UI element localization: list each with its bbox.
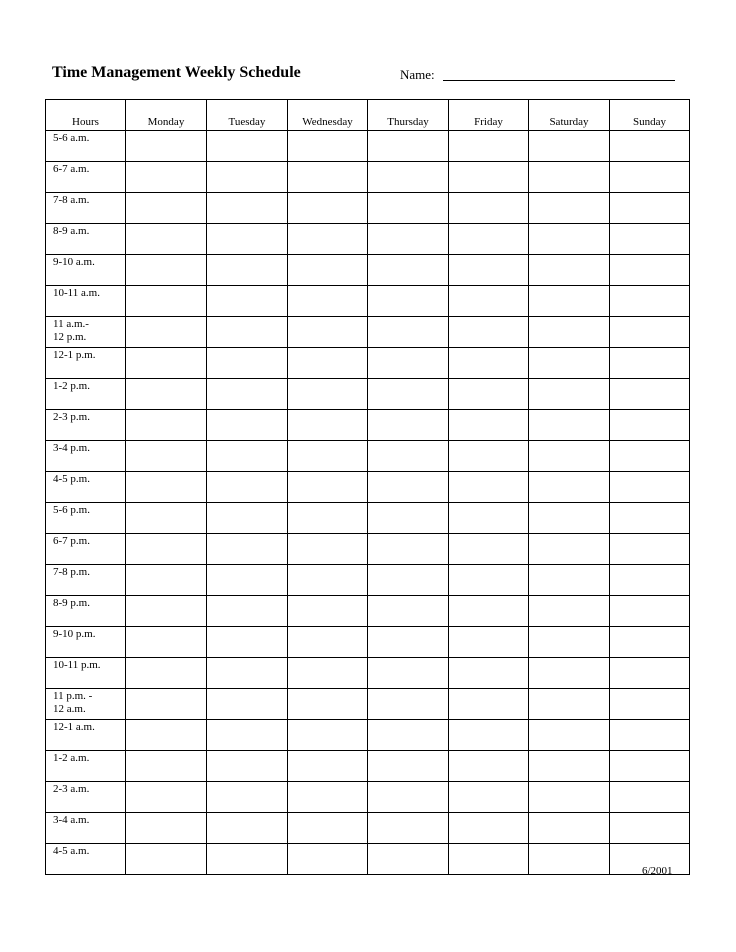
- schedule-cell[interactable]: [207, 534, 288, 565]
- schedule-cell[interactable]: [207, 348, 288, 379]
- schedule-cell[interactable]: [288, 472, 368, 503]
- schedule-cell[interactable]: [207, 162, 288, 193]
- name-label: Name:: [400, 67, 435, 82]
- schedule-cell[interactable]: [368, 441, 449, 472]
- table-row: [46, 596, 690, 627]
- schedule-cell[interactable]: [207, 472, 288, 503]
- schedule-cell[interactable]: [529, 317, 610, 348]
- schedule-cell[interactable]: [368, 751, 449, 782]
- schedule-cell[interactable]: [368, 472, 449, 503]
- schedule-cell[interactable]: [288, 441, 368, 472]
- schedule-cell[interactable]: [610, 286, 690, 317]
- schedule-cell[interactable]: [449, 131, 529, 162]
- table-row: [46, 131, 690, 162]
- schedule-cell[interactable]: [126, 720, 207, 751]
- schedule-cell[interactable]: [449, 720, 529, 751]
- schedule-cell[interactable]: [126, 162, 207, 193]
- schedule-cell[interactable]: [207, 503, 288, 534]
- schedule-cell[interactable]: [529, 348, 610, 379]
- schedule-cell[interactable]: [529, 689, 610, 720]
- schedule-cell[interactable]: [368, 813, 449, 844]
- schedule-cell[interactable]: [529, 782, 610, 813]
- hour-label: 8-9 p.m.: [46, 596, 126, 627]
- schedule-cell[interactable]: [610, 348, 690, 379]
- name-field-line[interactable]: [443, 80, 675, 81]
- hour-label: 9-10 a.m.: [46, 255, 126, 286]
- table-row: [46, 379, 690, 410]
- table-row: [46, 782, 690, 813]
- schedule-cell[interactable]: [449, 565, 529, 596]
- hour-label: 10-11 a.m.: [46, 286, 126, 317]
- schedule-cell[interactable]: [368, 658, 449, 689]
- schedule-cell[interactable]: [610, 534, 690, 565]
- schedule-cell[interactable]: [529, 193, 610, 224]
- schedule-cell[interactable]: [368, 410, 449, 441]
- schedule-cell[interactable]: [288, 162, 368, 193]
- schedule-cell[interactable]: [207, 379, 288, 410]
- schedule-cell[interactable]: [207, 627, 288, 658]
- schedule-cell[interactable]: [610, 565, 690, 596]
- schedule-cell[interactable]: [368, 286, 449, 317]
- hour-label: 6-7 a.m.: [46, 162, 126, 193]
- schedule-cell[interactable]: [126, 410, 207, 441]
- schedule-cell[interactable]: [610, 131, 690, 162]
- schedule-cell[interactable]: [288, 410, 368, 441]
- table-row: [46, 317, 690, 348]
- schedule-cell[interactable]: [610, 627, 690, 658]
- schedule-cell[interactable]: [126, 689, 207, 720]
- schedule-cell[interactable]: [288, 596, 368, 627]
- schedule-cell[interactable]: [449, 441, 529, 472]
- table-row: [46, 255, 690, 286]
- schedule-cell[interactable]: [368, 844, 449, 875]
- hour-label: 12-1 a.m.: [46, 720, 126, 751]
- hour-label: 1-2 a.m.: [46, 751, 126, 782]
- schedule-cell[interactable]: [529, 627, 610, 658]
- schedule-cell[interactable]: [449, 844, 529, 875]
- schedule-cell[interactable]: [529, 658, 610, 689]
- page-title: Time Management Weekly Schedule: [52, 64, 301, 81]
- schedule-cell[interactable]: [449, 379, 529, 410]
- schedule-cell[interactable]: [610, 379, 690, 410]
- schedule-cell[interactable]: [529, 131, 610, 162]
- schedule-cell[interactable]: [288, 627, 368, 658]
- schedule-cell[interactable]: [449, 317, 529, 348]
- schedule-cell[interactable]: [610, 317, 690, 348]
- schedule-cell[interactable]: [207, 813, 288, 844]
- schedule-cell[interactable]: [529, 813, 610, 844]
- schedule-cell[interactable]: [449, 348, 529, 379]
- hour-label: 3-4 p.m.: [46, 441, 126, 472]
- schedule-cell[interactable]: [288, 658, 368, 689]
- schedule-cell[interactable]: [610, 813, 690, 844]
- schedule-cell[interactable]: [207, 658, 288, 689]
- schedule-cell[interactable]: [529, 379, 610, 410]
- schedule-cell[interactable]: [288, 689, 368, 720]
- table-row: [46, 534, 690, 565]
- schedule-cell[interactable]: [449, 472, 529, 503]
- hour-label: 4-5 a.m.: [46, 844, 126, 875]
- table-row: [46, 844, 690, 875]
- schedule-cell[interactable]: [126, 472, 207, 503]
- schedule-cell[interactable]: [288, 565, 368, 596]
- hour-label: 11 a.m.- 12 p.m.: [46, 317, 126, 348]
- schedule-cell[interactable]: [610, 255, 690, 286]
- schedule-cell[interactable]: [529, 224, 610, 255]
- schedule-cell[interactable]: [288, 286, 368, 317]
- table-row: [46, 565, 690, 596]
- schedule-cell[interactable]: [610, 193, 690, 224]
- schedule-cell[interactable]: [288, 348, 368, 379]
- schedule-cell[interactable]: [449, 689, 529, 720]
- day-header-monday: Monday: [126, 100, 207, 131]
- table-row: [46, 627, 690, 658]
- table-row: [46, 286, 690, 317]
- schedule-cell[interactable]: [368, 193, 449, 224]
- schedule-cell[interactable]: [288, 844, 368, 875]
- schedule-cell[interactable]: [449, 813, 529, 844]
- schedule-cell[interactable]: [449, 162, 529, 193]
- schedule-cell[interactable]: [126, 596, 207, 627]
- hour-label: 8-9 a.m.: [46, 224, 126, 255]
- schedule-cell[interactable]: [126, 317, 207, 348]
- schedule-cell[interactable]: [529, 534, 610, 565]
- schedule-cell[interactable]: [449, 193, 529, 224]
- schedule-cell[interactable]: [449, 224, 529, 255]
- schedule-cell[interactable]: [288, 131, 368, 162]
- schedule-cell[interactable]: [126, 658, 207, 689]
- schedule-cell[interactable]: [126, 131, 207, 162]
- revision-date: 6/2001: [642, 865, 673, 877]
- day-header-saturday: Saturday: [529, 100, 610, 131]
- schedule-cell[interactable]: [529, 472, 610, 503]
- schedule-cell[interactable]: [207, 565, 288, 596]
- schedule-cell[interactable]: [207, 596, 288, 627]
- schedule-cell[interactable]: [449, 627, 529, 658]
- hour-label: 11 p.m. - 12 a.m.: [46, 689, 126, 720]
- schedule-cell[interactable]: [368, 317, 449, 348]
- schedule-cell[interactable]: [368, 379, 449, 410]
- table-row: [46, 193, 690, 224]
- schedule-cell[interactable]: [529, 751, 610, 782]
- hour-label: 12-1 p.m.: [46, 348, 126, 379]
- hour-label: 9-10 p.m.: [46, 627, 126, 658]
- schedule-cell[interactable]: [368, 348, 449, 379]
- schedule-cell[interactable]: [529, 844, 610, 875]
- schedule-cell[interactable]: [288, 379, 368, 410]
- schedule-cell[interactable]: [126, 503, 207, 534]
- hour-label: 7-8 a.m.: [46, 193, 126, 224]
- schedule-cell[interactable]: [288, 751, 368, 782]
- schedule-cell[interactable]: [529, 565, 610, 596]
- schedule-cell[interactable]: [207, 689, 288, 720]
- schedule-table: [45, 99, 690, 875]
- schedule-cell[interactable]: [610, 782, 690, 813]
- schedule-cell[interactable]: [368, 503, 449, 534]
- schedule-body: [46, 131, 690, 875]
- hour-label: 6-7 p.m.: [46, 534, 126, 565]
- schedule-cell[interactable]: [288, 813, 368, 844]
- schedule-cell[interactable]: [207, 193, 288, 224]
- schedule-cell[interactable]: [288, 720, 368, 751]
- schedule-cell[interactable]: [610, 751, 690, 782]
- schedule-cell[interactable]: [529, 162, 610, 193]
- hour-label: 3-4 a.m.: [46, 813, 126, 844]
- schedule-cell[interactable]: [610, 689, 690, 720]
- schedule-cell[interactable]: [610, 441, 690, 472]
- schedule-cell[interactable]: [449, 751, 529, 782]
- schedule-cell[interactable]: [288, 534, 368, 565]
- schedule-cell[interactable]: [368, 720, 449, 751]
- schedule-cell[interactable]: [368, 565, 449, 596]
- schedule-cell[interactable]: [288, 255, 368, 286]
- schedule-cell[interactable]: [126, 782, 207, 813]
- day-header-sunday: Sunday: [610, 100, 690, 131]
- schedule-cell[interactable]: [610, 596, 690, 627]
- schedule-cell[interactable]: [368, 534, 449, 565]
- schedule-cell[interactable]: [449, 534, 529, 565]
- hour-label: 5-6 p.m.: [46, 503, 126, 534]
- schedule-cell[interactable]: [449, 255, 529, 286]
- schedule-cell[interactable]: [126, 255, 207, 286]
- schedule-cell[interactable]: [207, 751, 288, 782]
- schedule-cell[interactable]: [368, 224, 449, 255]
- schedule-cell[interactable]: [126, 224, 207, 255]
- schedule-cell[interactable]: [207, 720, 288, 751]
- schedule-cell[interactable]: [126, 348, 207, 379]
- schedule-cell[interactable]: [529, 286, 610, 317]
- schedule-cell[interactable]: [126, 844, 207, 875]
- schedule-cell[interactable]: [126, 534, 207, 565]
- table-row: [46, 689, 690, 720]
- schedule-cell[interactable]: [449, 503, 529, 534]
- hour-label: 4-5 p.m.: [46, 472, 126, 503]
- schedule-cell[interactable]: [207, 410, 288, 441]
- table-row: [46, 410, 690, 441]
- table-row: [46, 720, 690, 751]
- table-row: [46, 224, 690, 255]
- schedule-cell[interactable]: [126, 751, 207, 782]
- table-row: [46, 472, 690, 503]
- schedule-cell[interactable]: [610, 720, 690, 751]
- schedule-cell[interactable]: [449, 596, 529, 627]
- schedule-cell[interactable]: [368, 255, 449, 286]
- day-header-friday: Friday: [449, 100, 529, 131]
- schedule-cell[interactable]: [449, 782, 529, 813]
- header-row: [46, 100, 690, 131]
- schedule-cell[interactable]: [610, 658, 690, 689]
- schedule-cell[interactable]: [207, 317, 288, 348]
- schedule-cell[interactable]: [126, 379, 207, 410]
- schedule-cell[interactable]: [610, 410, 690, 441]
- schedule-cell[interactable]: [207, 131, 288, 162]
- schedule-cell[interactable]: [126, 813, 207, 844]
- schedule-cell[interactable]: [529, 503, 610, 534]
- schedule-cell[interactable]: [610, 472, 690, 503]
- day-header-wednesday: Wednesday: [288, 100, 368, 131]
- schedule-cell[interactable]: [288, 503, 368, 534]
- hour-label: 2-3 a.m.: [46, 782, 126, 813]
- schedule-cell[interactable]: [126, 193, 207, 224]
- schedule-cell[interactable]: [126, 286, 207, 317]
- hour-label: 7-8 p.m.: [46, 565, 126, 596]
- schedule-cell[interactable]: [207, 286, 288, 317]
- table-row: [46, 503, 690, 534]
- schedule-cell[interactable]: [368, 162, 449, 193]
- schedule-cell[interactable]: [368, 627, 449, 658]
- table-row: [46, 813, 690, 844]
- schedule-cell[interactable]: [529, 441, 610, 472]
- schedule-cell[interactable]: [207, 844, 288, 875]
- schedule-cell[interactable]: [207, 441, 288, 472]
- schedule-cell[interactable]: [288, 317, 368, 348]
- schedule-cell[interactable]: [288, 193, 368, 224]
- schedule-cell[interactable]: [449, 410, 529, 441]
- schedule-cell[interactable]: [288, 782, 368, 813]
- hour-label: 1-2 p.m.: [46, 379, 126, 410]
- schedule-cell[interactable]: [368, 782, 449, 813]
- schedule-cell[interactable]: [368, 596, 449, 627]
- table-row: [46, 751, 690, 782]
- schedule-cell[interactable]: [207, 782, 288, 813]
- schedule-cell[interactable]: [288, 224, 368, 255]
- schedule-cell[interactable]: [529, 720, 610, 751]
- schedule-cell[interactable]: [529, 255, 610, 286]
- schedule-cell[interactable]: [610, 224, 690, 255]
- schedule-cell[interactable]: [207, 255, 288, 286]
- schedule-cell[interactable]: [610, 162, 690, 193]
- hour-label: 10-11 p.m.: [46, 658, 126, 689]
- table-row: [46, 348, 690, 379]
- day-header-tuesday: Tuesday: [207, 100, 288, 131]
- hour-label: 5-6 a.m.: [46, 131, 126, 162]
- schedule-cell[interactable]: [368, 689, 449, 720]
- table-row: [46, 658, 690, 689]
- schedule-cell[interactable]: [126, 565, 207, 596]
- schedule-cell[interactable]: [368, 131, 449, 162]
- day-header-thursday: Thursday: [368, 100, 449, 131]
- schedule-cell[interactable]: [610, 503, 690, 534]
- schedule-cell[interactable]: [449, 286, 529, 317]
- hour-label: 2-3 p.m.: [46, 410, 126, 441]
- schedule-cell[interactable]: [126, 627, 207, 658]
- schedule-cell[interactable]: [529, 596, 610, 627]
- table-row: [46, 441, 690, 472]
- schedule-cell[interactable]: [207, 224, 288, 255]
- schedule-cell[interactable]: [529, 410, 610, 441]
- table-row: [46, 162, 690, 193]
- schedule-cell[interactable]: [126, 441, 207, 472]
- schedule-cell[interactable]: [449, 658, 529, 689]
- hours-header: Hours: [46, 100, 126, 131]
